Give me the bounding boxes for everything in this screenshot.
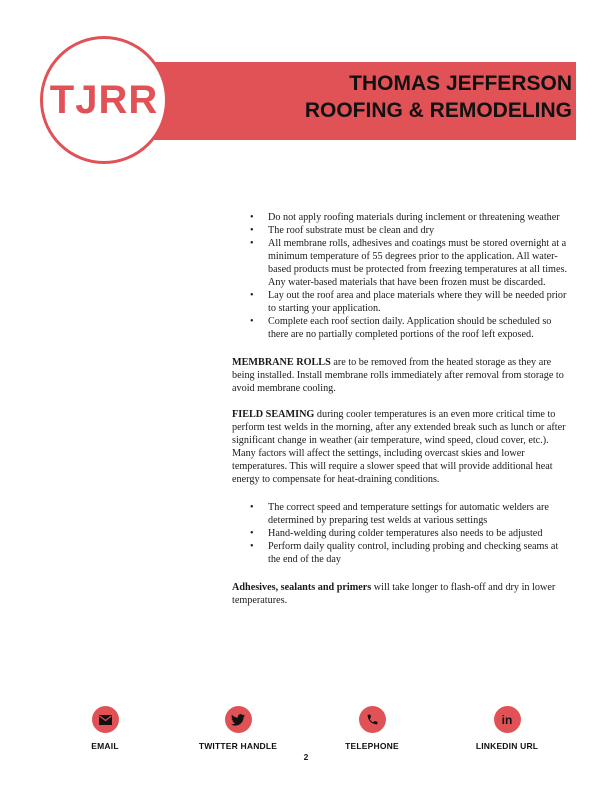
email-icon[interactable] [92, 706, 119, 733]
field-seaming-lead: FIELD SEAMING [232, 409, 315, 420]
list-item: • Do not apply roofing materials during inclement or threatening weather [268, 211, 572, 224]
footer-email-label: EMAIL [91, 741, 119, 751]
company-name-line2: ROOFING & REMODELING [304, 99, 572, 122]
welding-list [232, 501, 572, 566]
precautions-list [232, 211, 572, 341]
list-item: • Hand-welding during colder temperatures also needs to be adjusted [268, 527, 572, 540]
list-item: • All membrane rolls, adhesives and coatings must be stored overnight at a minimum temperature of 55 degrees prior to the application. All water-based products must be protected from freezing temperatures at all times. Any water-based materials that have been frozen must be discarded. [268, 237, 572, 289]
footer-linkedin-label: LINKEDIN URL [475, 741, 539, 751]
phone-icon[interactable] [359, 706, 386, 733]
footer-telephone[interactable] [312, 706, 432, 751]
company-name-line1: THOMAS JEFFERSON [349, 72, 572, 95]
list-item: • Perform daily quality control, including probing and checking seams at the end of the day [268, 540, 572, 566]
list-item: • The roof substrate must be clean and dry [268, 224, 572, 237]
twitter-icon[interactable] [225, 706, 252, 733]
field-seaming-paragraph [232, 408, 572, 486]
membrane-rolls-paragraph [232, 356, 572, 395]
logo-text: TJRR [49, 77, 159, 122]
footer-email[interactable] [45, 706, 165, 751]
page-number: 2 [303, 752, 309, 762]
footer-telephone-label: TELEPHONE [345, 741, 399, 751]
company-name [305, 70, 572, 124]
footer-linkedin[interactable] [447, 706, 567, 751]
list-item: • The correct speed and temperature settings for automatic welders are determined by preparing test welds at various settings [268, 501, 572, 527]
list-item: • Complete each roof section daily. Application should be scheduled so there are no partially completed portions of the roof left exposed. [268, 315, 572, 341]
footer-twitter[interactable] [178, 706, 298, 751]
field-seaming-text: during cooler temperatures is an even more critical time to perform test welds in the morning, after any extended break such as lunch or after significant change in weather (air temperature, wind speed, cloud cover, etc.). Many factors will affect the settings, including overcast skies and lower temperatures. This will require a slower speed that will provide additional heat energy to compensate for heat-draining conditions. [232, 409, 566, 485]
adhesives-paragraph [232, 581, 572, 607]
document-body [232, 211, 572, 607]
adhesives-lead: Adhesives, sealants and primers [232, 582, 372, 593]
membrane-rolls-text: are to be removed from the heated storage as they are being installed. Install membrane rolls immediately after removal from storage to avoid membrane cooling. [232, 357, 564, 394]
adhesives-text: will take longer to flash-off and dry in lower temperatures. [232, 582, 556, 606]
linkedin-icon[interactable]: in [494, 706, 521, 733]
footer-twitter-label: TWITTER HANDLE [198, 741, 278, 751]
list-item: • Lay out the roof area and place materials where they will be needed prior to starting your application. [268, 289, 572, 315]
membrane-rolls-lead: MEMBRANE ROLLS [232, 357, 331, 368]
